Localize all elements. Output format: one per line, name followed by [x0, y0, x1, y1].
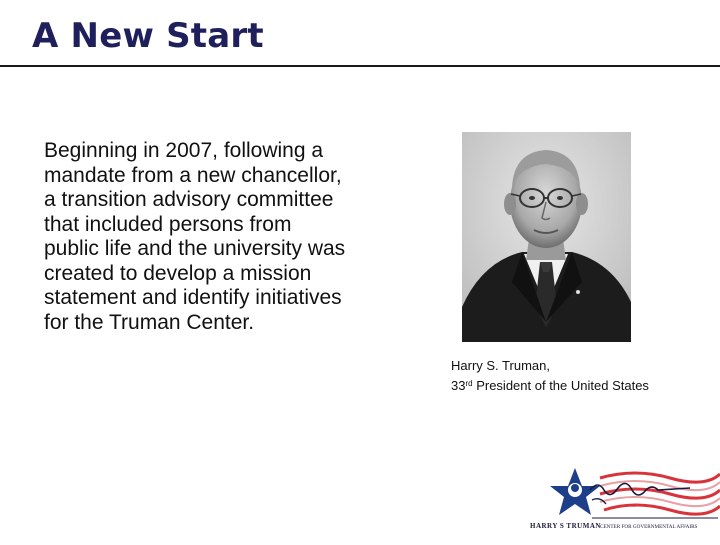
caption-ordinal-suffix: rd [465, 379, 473, 388]
caption-title-rest: President of the United States [472, 378, 649, 393]
body-line: a transition advisory committee [44, 188, 334, 211]
title-divider [0, 65, 720, 67]
slide-title: A New Start [32, 16, 264, 56]
caption-ordinal-number: 33 [451, 378, 466, 393]
body-line: public life and the university was [44, 237, 346, 260]
caption-name: Harry S. Truman, [451, 358, 550, 373]
photo-caption [451, 356, 649, 396]
portrait-image [462, 132, 631, 342]
truman-center-logo-graphic [530, 460, 720, 540]
body-line: that included persons from [44, 212, 292, 236]
body-line: Beginning in 2007, following a [44, 139, 324, 162]
logo-wordmark: HARRY S TRUMAN [530, 522, 601, 530]
logo-subtitle: CENTER FOR GOVERNMENTAL AFFAIRS [600, 524, 698, 530]
truman-center-logo [530, 460, 720, 540]
body-line: for the Truman Center. [44, 310, 255, 334]
body-line: mandate from a new chancellor, [44, 163, 342, 187]
body-line: statement and identify initiatives [44, 286, 342, 309]
portrait-photo [462, 132, 631, 342]
body-text [44, 139, 404, 335]
body-line: created to develop a mission [44, 261, 312, 285]
caption-title [451, 376, 649, 396]
